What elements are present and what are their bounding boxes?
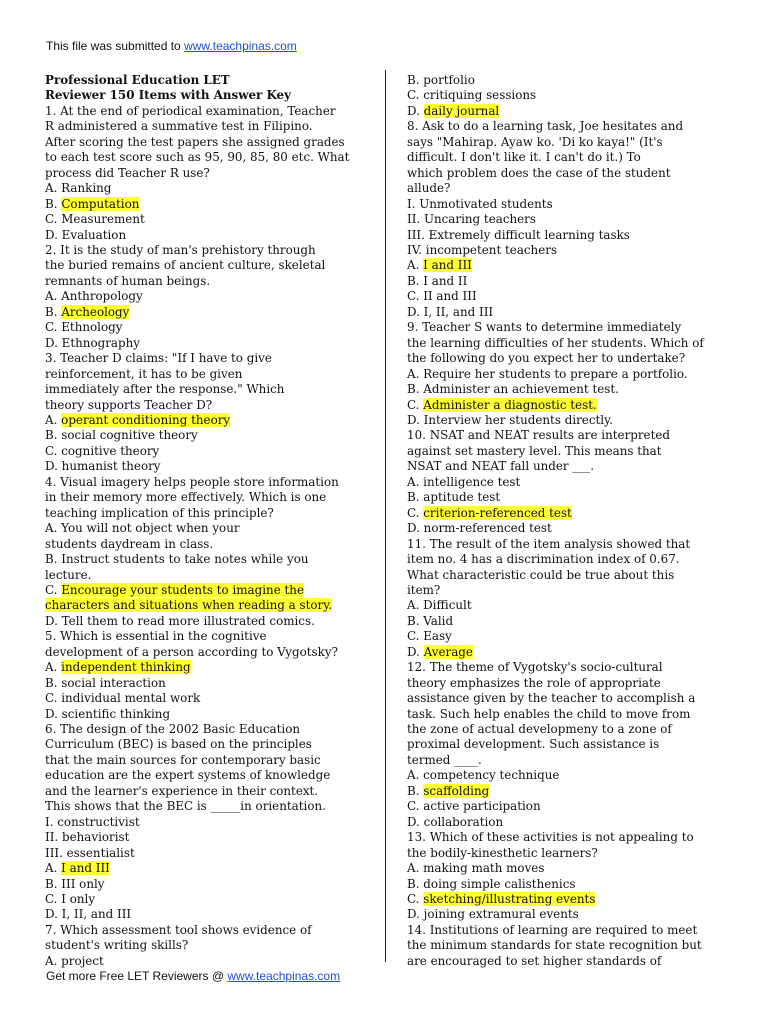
- highlighted-answer: operant conditioning theory: [61, 412, 231, 427]
- text-line: the minimum standards for state recognition but: [407, 938, 702, 953]
- text-line: D. scientific thinking: [45, 706, 171, 721]
- teachpinas-link-header[interactable]: www.teachpinas.com: [184, 39, 297, 53]
- highlighted-answer: I and III: [61, 861, 110, 876]
- text-line: B. Administer an achievement test.: [407, 382, 619, 397]
- document-title-line-1: Professional Education LET: [45, 73, 230, 87]
- text-line: D. collaboration: [407, 814, 504, 829]
- text-line: C. cognitive theory: [45, 443, 160, 458]
- text-line: development of a person according to Vygotsky?: [45, 644, 338, 659]
- right-column: [407, 73, 727, 969]
- text-line: C. Measurement: [45, 212, 145, 227]
- text-line: lecture.: [45, 567, 92, 582]
- text-line: A. Ranking: [45, 181, 112, 196]
- text-line: R administered a summative test in Filipino.: [45, 119, 313, 134]
- option-letter: C.: [407, 397, 424, 412]
- text-line: A. Require her students to prepare a portfolio.: [407, 366, 688, 381]
- option-letter: D.: [407, 103, 424, 118]
- text-line: assistance given by the teacher to accomplish a: [407, 691, 696, 706]
- text-line: D. Interview her students directly.: [407, 412, 613, 427]
- text-line: 7. Which assessment tool shows evidence of: [45, 922, 312, 937]
- text-line: [45, 583, 375, 598]
- text-line: IV. incompetent teachers: [407, 242, 558, 257]
- text-line: the bodily-kinesthetic learners?: [407, 845, 598, 860]
- text-line: which problem does the case of the student: [407, 165, 671, 180]
- text-line: the buried remains of ancient culture, skeletal: [45, 258, 326, 273]
- footer-note-text: Get more Free LET Reviewers @: [46, 969, 228, 983]
- text-line: D. Tell them to read more illustrated comics.: [45, 613, 315, 628]
- text-line: A. You will not object when your: [45, 521, 240, 536]
- text-line: are encouraged to set higher standards of: [407, 953, 662, 968]
- text-line: [407, 784, 727, 799]
- footer-note: [46, 969, 340, 983]
- highlighted-answer: characters and situations when reading a story.: [45, 598, 333, 613]
- text-line: C. individual mental work: [45, 691, 201, 706]
- text-line: theory supports Teacher D?: [45, 397, 213, 412]
- text-line: item no. 4 has a discrimination index of 0.67.: [407, 552, 680, 567]
- text-line: B. portfolio: [407, 73, 475, 87]
- text-line: C. Easy: [407, 629, 452, 644]
- text-line: 10. NSAT and NEAT results are interpreted: [407, 428, 671, 443]
- text-line: C. critiquing sessions: [407, 88, 537, 103]
- option-letter: A.: [45, 412, 62, 427]
- text-line: teaching implication of this principle?: [45, 505, 274, 520]
- left-column: [45, 73, 375, 969]
- option-letter: B.: [407, 783, 424, 798]
- text-line: B. doing simple calisthenics: [407, 876, 576, 891]
- submission-note-text: This file was submitted to: [46, 39, 185, 53]
- text-line: allude?: [407, 181, 451, 196]
- highlighted-answer: independent thinking: [61, 660, 191, 675]
- text-line: II. behaviorist: [45, 830, 130, 845]
- option-letter: C.: [407, 505, 424, 520]
- column-divider: [385, 70, 386, 962]
- text-line: B. aptitude test: [407, 490, 501, 505]
- text-line: proximal development. Such assistance is: [407, 737, 660, 752]
- text-line: This shows that the BEC is _____in orientation.: [45, 799, 326, 814]
- text-line: D. humanist theory: [45, 459, 161, 474]
- text-line: B. Instruct students to take notes while you: [45, 552, 309, 567]
- text-line: Curriculum (BEC) is based on the principles: [45, 737, 312, 752]
- highlighted-answer: daily journal: [423, 103, 500, 118]
- text-line: the zone of actual developmeny to a zone of: [407, 722, 672, 737]
- text-line: B. Valid: [407, 613, 454, 628]
- text-line: students daydream in class.: [45, 536, 214, 551]
- text-line: D. norm-referenced test: [407, 521, 552, 536]
- text-line: [407, 645, 727, 660]
- text-line: task. Such help enables the child to move from: [407, 706, 691, 721]
- text-line: 11. The result of the item analysis showed that: [407, 536, 691, 551]
- text-line: I. constructivist: [45, 814, 140, 829]
- text-line: I. Unmotivated students: [407, 196, 553, 211]
- text-line: that the main sources for contemporary basic: [45, 752, 321, 767]
- text-line: 13. Which of these activities is not appealing to: [407, 830, 694, 845]
- text-line: II. Uncaring teachers: [407, 212, 536, 227]
- text-line: D. joining extramural events: [407, 907, 579, 922]
- text-line: 1. At the end of periodical examination, Teacher: [45, 103, 336, 118]
- document-title-line-2: Reviewer 150 Items with Answer Key: [45, 88, 291, 103]
- text-line: NSAT and NEAT fall under ___.: [407, 459, 594, 474]
- text-line: B. social interaction: [45, 675, 166, 690]
- text-line: D. I, II, and III: [407, 304, 494, 319]
- submission-note: [46, 39, 297, 53]
- text-line: A. Anthropology: [45, 289, 143, 304]
- highlighted-answer: Administer a diagnostic test.: [423, 397, 597, 412]
- highlighted-answer: sketching/illustrating events: [423, 892, 596, 907]
- text-line: in their memory more effectively. Which is one: [45, 490, 327, 505]
- text-line: A. Difficult: [407, 598, 472, 613]
- text-line: B. III only: [45, 876, 105, 891]
- text-line: III. essentialist: [45, 845, 135, 860]
- text-line: [45, 305, 375, 320]
- option-letter: C.: [45, 582, 62, 597]
- text-line: against set mastery level. This means that: [407, 443, 662, 458]
- text-line: [407, 506, 727, 521]
- text-line: D. Ethnography: [45, 335, 140, 350]
- highlighted-answer: I and III: [423, 258, 472, 273]
- text-line: theory emphasizes the role of appropriate: [407, 675, 661, 690]
- text-line: immediately after the response." Which: [45, 382, 285, 397]
- text-line: student's writing skills?: [45, 938, 189, 953]
- text-line: 4. Visual imagery helps people store information: [45, 474, 339, 489]
- text-line: B. social cognitive theory: [45, 428, 198, 443]
- text-line: [407, 398, 727, 413]
- text-line: 2. It is the study of man's prehistory through: [45, 242, 316, 257]
- text-line: [407, 258, 727, 273]
- left-column-body: [45, 104, 375, 969]
- text-line: A. intelligence test: [407, 474, 521, 489]
- text-line: 12. The theme of Vygotsky's socio-cultural: [407, 660, 663, 675]
- text-line: 9. Teacher S wants to determine immediately: [407, 320, 682, 335]
- right-column-body: [407, 73, 727, 969]
- text-line: process did Teacher R use?: [45, 165, 210, 180]
- highlighted-answer: Average: [423, 644, 473, 659]
- text-line: [45, 660, 375, 675]
- text-line: C. II and III: [407, 289, 477, 304]
- option-letter: D.: [407, 644, 424, 659]
- text-line: D. I, II, and III: [45, 907, 132, 922]
- text-line: [407, 104, 727, 119]
- text-line: 14. Institutions of learning are required to meet: [407, 922, 698, 937]
- text-line: B. I and II: [407, 273, 468, 288]
- text-line: [45, 861, 375, 876]
- text-line: and the learner's experience in their context.: [45, 783, 319, 798]
- text-line: 3. Teacher D claims: "If I have to give: [45, 351, 272, 366]
- text-line: C. I only: [45, 892, 96, 907]
- highlighted-answer: scaffolding: [423, 783, 490, 798]
- text-line: the learning difficulties of her students. Which of: [407, 335, 704, 350]
- text-line: [45, 413, 375, 428]
- highlighted-answer: Computation: [61, 196, 140, 211]
- option-letter: A.: [407, 258, 424, 273]
- text-line: [45, 598, 375, 613]
- highlighted-answer: Archeology: [61, 304, 130, 319]
- text-line: 6. The design of the 2002 Basic Education: [45, 722, 301, 737]
- highlighted-answer: criterion-referenced test: [423, 505, 572, 520]
- text-line: item?: [407, 582, 441, 597]
- highlighted-answer: Encourage your students to imagine the: [61, 582, 304, 597]
- text-line: D. Evaluation: [45, 227, 127, 242]
- text-line: reinforcement, it has to be given: [45, 366, 243, 381]
- text-line: [45, 197, 375, 212]
- text-line: to each test score such as 95, 90, 85, 80 etc. What: [45, 150, 350, 165]
- option-letter: C.: [407, 892, 424, 907]
- text-line: says "Mahirap. Ayaw ko. 'Di ko kaya!" (It's: [407, 134, 663, 149]
- text-line: 8. Ask to do a learning task, Joe hesitates and: [407, 119, 684, 134]
- text-line: education are the expert systems of knowledge: [45, 768, 331, 783]
- text-line: [407, 892, 727, 907]
- option-letter: B.: [45, 196, 62, 211]
- text-line: A. project: [45, 953, 104, 968]
- text-line: III. Extremely difficult learning tasks: [407, 227, 630, 242]
- text-line: After scoring the test papers she assigned grades: [45, 134, 345, 149]
- text-line: C. active participation: [407, 799, 541, 814]
- text-line: C. Ethnology: [45, 320, 123, 335]
- text-line: What characteristic could be true about this: [407, 567, 675, 582]
- text-line: remnants of human beings.: [45, 273, 211, 288]
- option-letter: B.: [45, 304, 62, 319]
- text-line: A. competency technique: [407, 768, 560, 783]
- text-line: termed ____.: [407, 752, 482, 767]
- option-letter: A.: [45, 861, 62, 876]
- teachpinas-link-footer[interactable]: www.teachpinas.com: [227, 969, 341, 983]
- text-line: difficult. I don't like it. I can't do it.) To: [407, 150, 641, 165]
- text-line: A. making math moves: [407, 861, 545, 876]
- option-letter: A.: [45, 660, 62, 675]
- text-line: the following do you expect her to undertake?: [407, 351, 686, 366]
- text-line: 5. Which is essential in the cognitive: [45, 629, 267, 644]
